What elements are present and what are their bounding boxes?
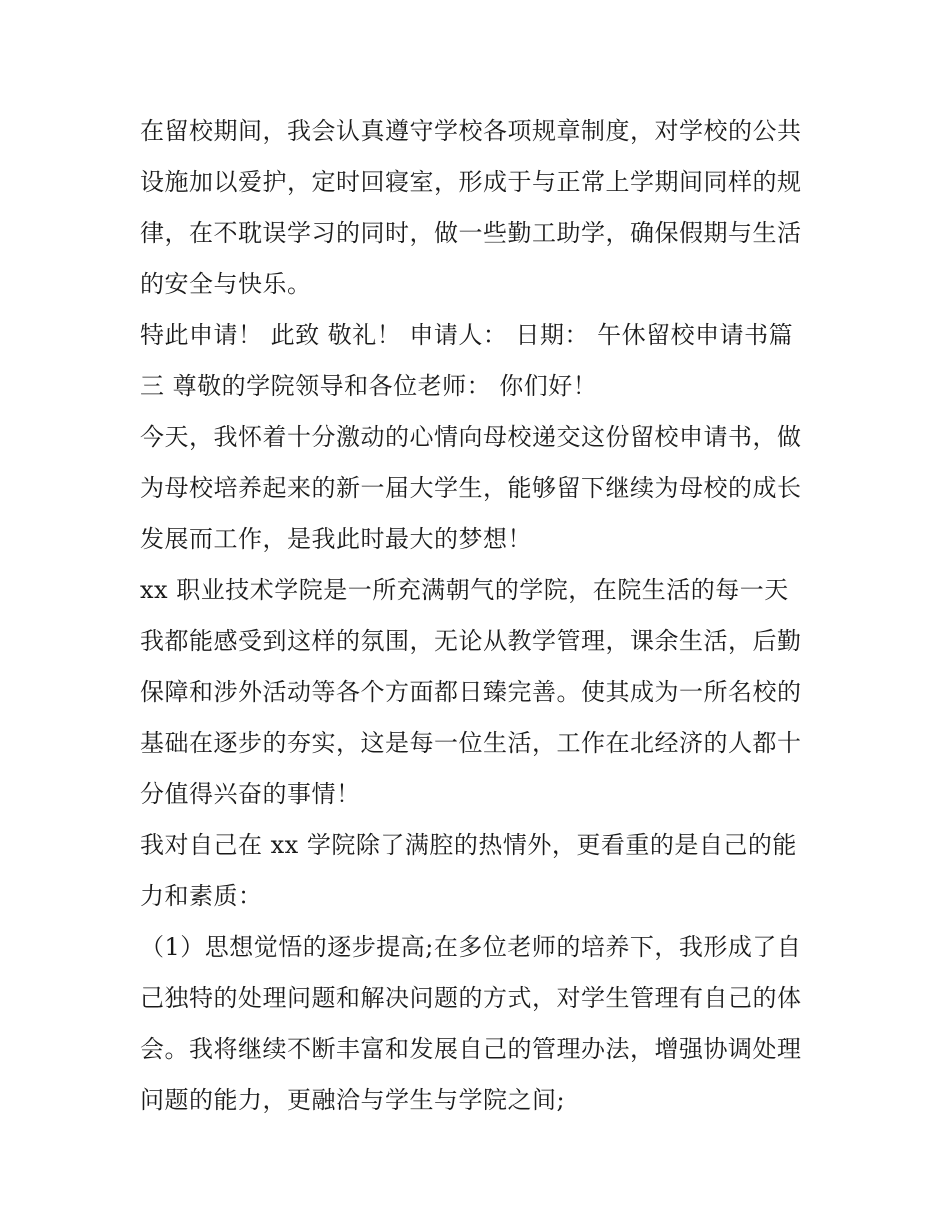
text-line: 己独特的处理问题和解决问题的方式，对学生管理有自己的体 [140,984,802,1012]
text-line: 会。我将继续不断丰富和发展自己的管理办法，增强协调处理 [140,1035,802,1063]
text-line: 三 尊敬的学院领导和各位老师： 你们好！ [140,372,598,400]
text-line: 的安全与快乐。 [140,270,312,298]
text-line: 律，在不耽误学习的同时，做一些勤工助学，确保假期与生活 [140,219,802,247]
document-body [140,106,820,1126]
text-line: 在留校期间，我会认真遵守学校各项规章制度，对学校的公共 [140,117,802,145]
text-line: xx 职业技术学院是一所充满朝气的学院，在院生活的每一天 [140,576,789,604]
text-line: 我都能感受到这样的氛围，无论从教学管理，课余生活，后勤 [140,627,802,655]
text-line: 发展而工作，是我此时最大的梦想！ [140,525,532,553]
text-line: 今天，我怀着十分激动的心情向母校递交这份留校申请书，做 [140,423,802,451]
text-line: 分值得兴奋的事情！ [140,780,361,808]
text-line: 力和素质： [140,882,263,910]
text-line: 基础在逐步的夯实，这是每一位生活，工作在北经济的人都十 [140,729,802,757]
text-line: 我对自己在 xx 学院除了满腔的热情外，更看重的是自己的能 [140,831,797,859]
text-line: 设施加以爱护，定时回寝室，形成于与正常上学期间同样的规 [140,168,802,196]
text-line: （1）思想觉悟的逐步提高;在多位老师的培养下，我形成了自 [140,933,802,961]
text-line: 特此申请！ 此致 敬礼！ 申请人： 日期： 午休留校申请书篇 [140,321,794,349]
text-line: 问题的能力，更融洽与学生与学院之间; [140,1086,566,1114]
text-line: 保障和涉外活动等各个方面都日臻完善。使其成为一所名校的 [140,678,802,706]
text-line: 为母校培养起来的新一届大学生，能够留下继续为母校的成长 [140,474,802,502]
